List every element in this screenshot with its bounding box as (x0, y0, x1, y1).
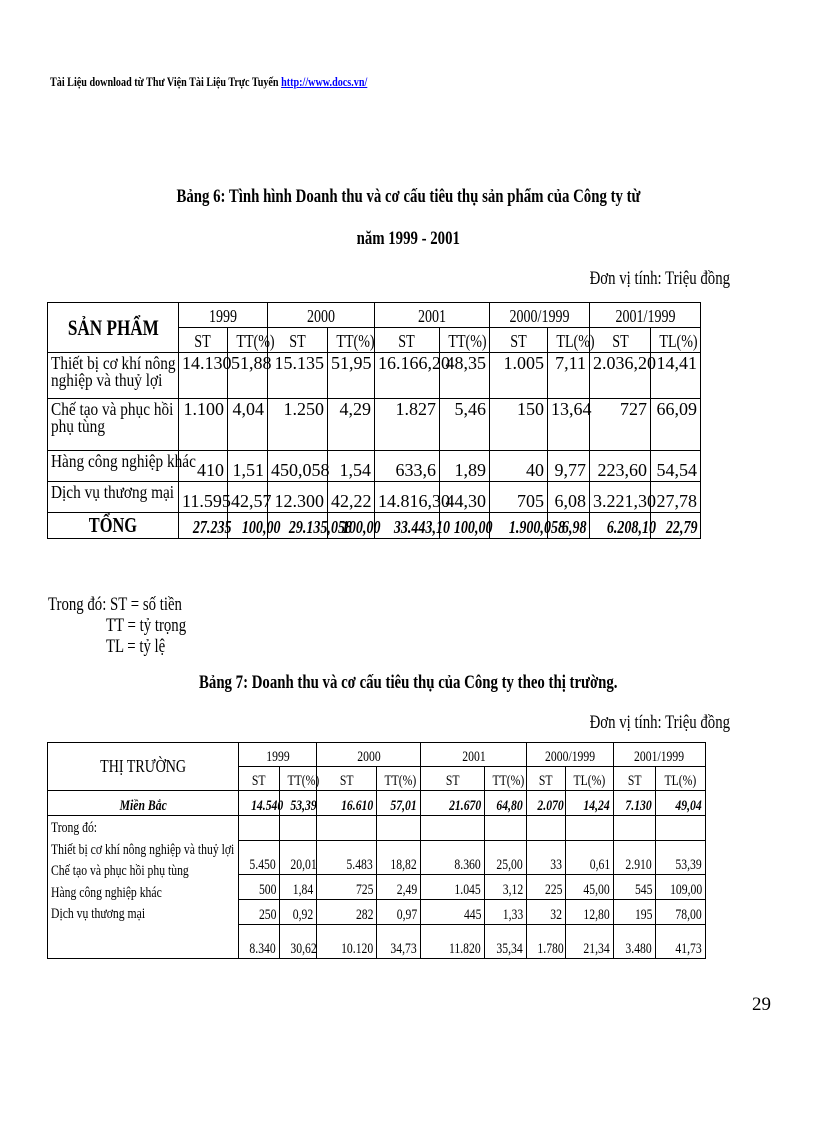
source-link[interactable]: http://www.docs.vn/ (281, 74, 368, 89)
cell: 4,04 (228, 399, 268, 451)
cell: 150 (490, 399, 548, 451)
total-label: TỔNG (48, 513, 179, 539)
cell: 225 (527, 875, 566, 900)
row-label: Chế tạo và phục hồi phụ tùng (51, 863, 189, 879)
col-header: ST (239, 767, 280, 791)
row-label: Thiết bị cơ khí nông nghiệp và thuỷ lợi (48, 353, 179, 399)
cell: 33 (527, 841, 566, 875)
header-text: Tài Liệu download từ Thư Viện Tài Liệu Trực Tuyến (50, 74, 279, 89)
col-header: TT(%) (328, 328, 375, 353)
year-header: 1999 (239, 743, 317, 767)
cell: 6,08 (548, 482, 590, 513)
cell: 21.670 (421, 791, 485, 816)
cell: 1.900,058 (490, 513, 548, 539)
cell: 4,29 (328, 399, 375, 451)
cell: 57,01 (377, 791, 421, 816)
row-label: Dịch vụ thương mại (51, 906, 146, 922)
col-header: TL(%) (566, 767, 614, 791)
cell: 54,54 (651, 451, 701, 482)
col-header: ST (317, 767, 377, 791)
col-header: TT(%) (485, 767, 527, 791)
cell: 16.166,20 (375, 353, 440, 399)
table-row (48, 399, 701, 451)
year-header: 2001 (375, 303, 490, 328)
table6-title-line1: Bảng 6: Tình hình Doanh thu và cơ cấu tiêu thụ sản phẩm của Công ty từ (175, 186, 641, 207)
cell: 14.816,30 (375, 482, 440, 513)
cell: 32 (527, 900, 566, 925)
cell: 15.135 (268, 353, 328, 399)
cell: 34,73 (377, 925, 421, 959)
table7 (47, 742, 706, 959)
legend-tt: TT = tỷ trọng (106, 615, 187, 636)
cell: 12,80 (566, 900, 614, 925)
cell: 1.780 (527, 925, 566, 959)
col-header: TL(%) (651, 328, 701, 353)
cell: 1,33 (485, 900, 527, 925)
page-number: 29 (752, 994, 771, 1015)
col-header: TL(%) (548, 328, 590, 353)
legend (48, 594, 220, 657)
total-row (48, 513, 701, 539)
year-header: 2001 (421, 743, 527, 767)
cell: 8.360 (421, 841, 485, 875)
cell: 727 (590, 399, 651, 451)
cell: 35,34 (485, 925, 527, 959)
col-header: ST (490, 328, 548, 353)
cell: 10.120 (317, 925, 377, 959)
col-header: ST (179, 328, 228, 353)
cell: 1.005 (490, 353, 548, 399)
col-header: ST (590, 328, 651, 353)
cell: 8.340 (239, 925, 280, 959)
cell: 250 (239, 900, 280, 925)
cell: 282 (317, 900, 377, 925)
cell: 0,92 (280, 900, 317, 925)
legend-tl: TL = tỷ lệ (106, 636, 166, 657)
year-header: 2000/1999 (527, 743, 614, 767)
col-header: TT(%) (228, 328, 268, 353)
cell: 11.595 (179, 482, 228, 513)
cell: 195 (614, 900, 656, 925)
cell: 45,00 (566, 875, 614, 900)
cell: 14,24 (566, 791, 614, 816)
row-label: Hàng công nghiệp khác (48, 451, 179, 482)
table-row (48, 816, 706, 841)
cell: 30,62 (280, 925, 317, 959)
cell: 14.540 (239, 791, 280, 816)
cell: 16.610 (317, 791, 377, 816)
cell: 7.130 (614, 791, 656, 816)
table6-unit: Đơn vị tính: Triệu đồng (589, 268, 730, 289)
cell: 9,77 (548, 451, 590, 482)
table-row (48, 451, 701, 482)
cell: 223,60 (590, 451, 651, 482)
cell: 1.100 (179, 399, 228, 451)
cell: 2.036,20 (590, 353, 651, 399)
cell: 40 (490, 451, 548, 482)
cell: 42,57 (228, 482, 268, 513)
cell: 49,04 (656, 791, 706, 816)
cell: 100,00 (328, 513, 375, 539)
cell: 705 (490, 482, 548, 513)
col-header: TT(%) (377, 767, 421, 791)
row-label: Hàng công nghiệp khác (51, 884, 162, 901)
cell: 5.483 (317, 841, 377, 875)
cell: 21,34 (566, 925, 614, 959)
cell: 51,88 (228, 353, 268, 399)
cell: 53,39 (656, 841, 706, 875)
table6 (47, 302, 701, 539)
cell: 1,89 (440, 451, 490, 482)
cell: 3.221,30 (590, 482, 651, 513)
cell: 100,00 (228, 513, 268, 539)
in-which-label: Trong đó: (51, 820, 98, 836)
cell: 5.450 (239, 841, 280, 875)
cell: 2,49 (377, 875, 421, 900)
cell: 2.910 (614, 841, 656, 875)
region-row (48, 791, 706, 816)
cell: 42,22 (328, 482, 375, 513)
table-row (48, 482, 701, 513)
cell: 78,00 (656, 900, 706, 925)
cell: 2.070 (527, 791, 566, 816)
year-header: 2000/1999 (490, 303, 590, 328)
cell: 1.827 (375, 399, 440, 451)
cell: 3,12 (485, 875, 527, 900)
cell: 25,00 (485, 841, 527, 875)
cell: 1,51 (228, 451, 268, 482)
cell: 1,84 (280, 875, 317, 900)
region-label: Miền Bắc (48, 791, 239, 816)
cell: 12.300 (268, 482, 328, 513)
cell: 20,01 (280, 841, 317, 875)
cell: 27.235 (179, 513, 228, 539)
cell: 53,39 (280, 791, 317, 816)
cell: 64,80 (485, 791, 527, 816)
header-note (50, 74, 457, 90)
cell: 7,11 (548, 353, 590, 399)
col-header: TT(%) (280, 767, 317, 791)
cell: 33.443,10 (375, 513, 440, 539)
cell: 445 (421, 900, 485, 925)
cell: 100,00 (440, 513, 490, 539)
cell: 6.208,10 (590, 513, 651, 539)
row-labels (48, 816, 239, 959)
cell: 109,00 (656, 875, 706, 900)
cell: 0,61 (566, 841, 614, 875)
col-header: ST (268, 328, 328, 353)
col-header: ST (614, 767, 656, 791)
row-header: THỊ TRƯỜNG (48, 743, 239, 791)
col-header: TL(%) (656, 767, 706, 791)
cell: 5,46 (440, 399, 490, 451)
cell: 545 (614, 875, 656, 900)
table6-title-line2: năm 1999 - 2001 (356, 228, 460, 249)
cell: 633,6 (375, 451, 440, 482)
row-label: Chế tạo và phục hồi phụ tùng (48, 399, 179, 451)
cell: 14,41 (651, 353, 701, 399)
row-label: Thiết bị cơ khí nông nghiệp và thuỷ lợi (51, 841, 235, 858)
cell: 14.130 (179, 353, 228, 399)
table7-title: Bảng 7: Doanh thu và cơ cấu tiêu thụ của Công ty theo thị trường. (198, 672, 618, 693)
year-header: 1999 (179, 303, 268, 328)
cell: 3.480 (614, 925, 656, 959)
cell: 410 (179, 451, 228, 482)
cell: 500 (239, 875, 280, 900)
cell: 48,35 (440, 353, 490, 399)
cell: 27,78 (651, 482, 701, 513)
cell: 725 (317, 875, 377, 900)
cell: 450,058 (268, 451, 328, 482)
col-header: ST (375, 328, 440, 353)
cell: 1.045 (421, 875, 485, 900)
cell: 22,79 (651, 513, 701, 539)
table7-unit: Đơn vị tính: Triệu đồng (589, 712, 730, 733)
cell: 13,64 (548, 399, 590, 451)
cell: 66,09 (651, 399, 701, 451)
cell: 1,54 (328, 451, 375, 482)
cell: 0,97 (377, 900, 421, 925)
col-header: ST (527, 767, 566, 791)
row-label: Dịch vụ thương mại (48, 482, 179, 513)
year-header: 2000 (317, 743, 421, 767)
cell: 6,98 (548, 513, 590, 539)
col-header: ST (421, 767, 485, 791)
legend-st: Trong đó: ST = số tiền (48, 594, 182, 615)
cell: 41,73 (656, 925, 706, 959)
cell: 44,30 (440, 482, 490, 513)
year-header: 2001/1999 (614, 743, 706, 767)
year-header: 2001/1999 (590, 303, 701, 328)
table-row (48, 353, 701, 399)
row-header: SẢN PHẨM (48, 303, 179, 353)
year-header: 2000 (268, 303, 375, 328)
cell: 29.135,058 (268, 513, 328, 539)
cell: 11.820 (421, 925, 485, 959)
cell: 51,95 (328, 353, 375, 399)
cell: 18,82 (377, 841, 421, 875)
cell: 1.250 (268, 399, 328, 451)
col-header: TT(%) (440, 328, 490, 353)
